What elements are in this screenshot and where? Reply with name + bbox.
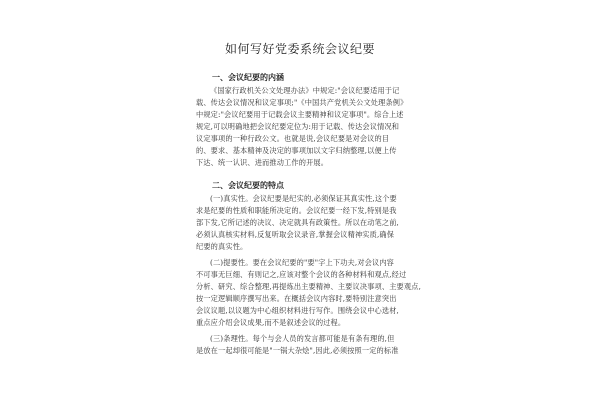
- section-heading: 二、会议纪要的特点: [212, 180, 284, 190]
- paragraph-line: (二)提要性。要在会议纪要的"要"字上下功夫,对会议内容: [210, 258, 395, 267]
- paragraph-line: 中规定:"会议纪要用于记载会议主要精神和议定事项"。综合上述: [196, 110, 404, 119]
- paragraph-line: 必须认真核实材料,反复听取会议录音,掌握会议精神实质,确保: [196, 230, 395, 239]
- paragraph-line: 重点应介绍会议成果,而不是叙述会议的过程。: [196, 318, 346, 327]
- paragraph-line: 的、要求、基本精神及决定的事项加以文字归纳整理,以便上传: [196, 146, 397, 155]
- paragraph-line: 规定,可以明确地把会议纪要定位为:用于记载、传达会议情况和: [196, 122, 400, 131]
- paragraph-line: 载、传达会议情况和议定事项;"《中国共产党机关公文处理条例》: [196, 98, 408, 107]
- section-heading: 一、会议纪要的内涵: [212, 72, 284, 82]
- paragraph-line: 部下发,它所记述的决议、决定就具有政策性。所以在动笔之前,: [196, 218, 399, 227]
- paragraph-line: 求是纪要的性质和职能所决定的。会议纪要一经下发,特别是我: [196, 206, 397, 215]
- paragraph-line: 议定事项的一种行政公文。也就是说,会议纪要是对会议的目: [196, 134, 390, 143]
- paragraph-line: (一)真实性。会议纪要是纪实的,必须保证其真实性,这个要: [210, 194, 397, 203]
- paragraph-line: 按一定逻辑顺序撰写出来。在概括会议内容时,要特别注意突出: [196, 294, 397, 303]
- paragraph-line: 下达、统一认识、进而推动工作的开展。: [196, 158, 329, 167]
- paragraph-line: 是放在一起却很可能是"一锅大杂烩",因此,必须按照一定的标准: [196, 346, 399, 355]
- paragraph-line: 分析、研究、综合整理,再提炼出主要精神、主要议决事项、主要观点,: [196, 282, 421, 291]
- paragraph-line: 《国家行政机关公文处理办法》中规定:"会议纪要适用于记: [210, 86, 400, 95]
- paragraph-line: 不可事无巨细、有则记之,应该对整个会议的各种材料和观点,经过: [196, 270, 407, 279]
- paragraph-line: 会议议题,以议题为中心组织材料进行写作。围绕会议中心选材,: [196, 306, 399, 315]
- paragraph-line: (三)条理性。每个与会人员的发言都可能是有条有理的,但: [210, 334, 395, 343]
- paragraph-line: 纪要的真实性。: [196, 242, 248, 251]
- document-title: 如何写好党委系统会议纪要: [224, 42, 375, 56]
